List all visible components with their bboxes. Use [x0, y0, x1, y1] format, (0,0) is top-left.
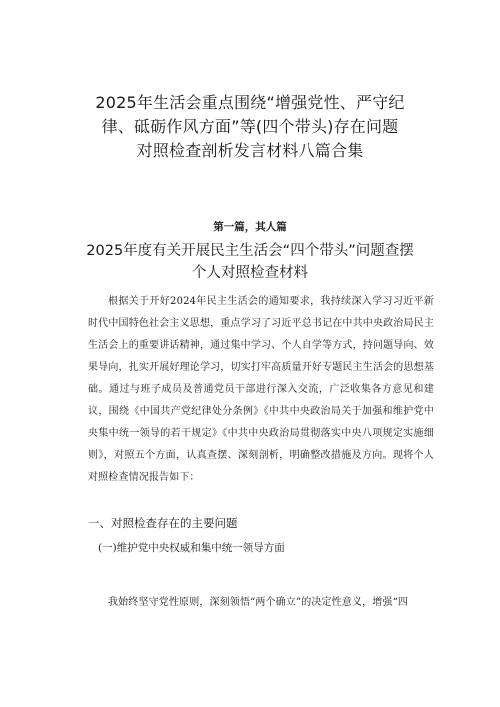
- intro-paragraph: 根据关于开好2024年民主生活会的通知要求，我持续深入学习习近平新时代中国特色社会主义思想，重点学习了习近平总书记在中共中央政治局民主生活会上的重要讲话精神，通过集中学习、个人自学等方式，持问题导向、效果导向，扎实开展好理论学习，切实打牢高质量开好专题民主生活会的思想基础。通过与班子成员及普通党员干部进行深入交流，广泛收集各方意见和建议，围绕《中国共产党纪律处分条例》《中共中央政治局关于加强和维护党中央集中统一领导的若干规定》《中共中央政治局贯彻落实中央八项规定实施细则》，对照五个方面，认真查摆、深刻剖析，明确整改措施及方向。现将个人对照检查情况报告如下：: [88, 296, 434, 483]
- main-title-line-2: 律、砥砺作风方面”等(四个带头)存在问题: [101, 117, 399, 136]
- section-heading-1: 一、对照检查存在的主要问题: [88, 516, 238, 530]
- sub-document-title: [50, 240, 450, 284]
- section-heading-2: (一)维护党中央权威和集中统一领导方面: [98, 542, 285, 554]
- body-paragraph-2: 我始终坚守党性原则，深刻领悟“两个确立”的决定性意义，增强“四: [108, 597, 408, 608]
- section-label: 第一篇，其人篇: [213, 221, 287, 233]
- sub-title-line-2: 个人对照检查材料: [192, 265, 308, 281]
- sub-title-line-1: 2025年度有关开展民主生活会“四个带头”问题查摆: [86, 243, 414, 259]
- main-title-line-3: 对照检查剖析发言材料八篇合集: [136, 141, 364, 160]
- document-main-title: [60, 91, 440, 163]
- main-title-line-1: 2025年生活会重点围绕“增强党性、严守纪: [95, 93, 405, 112]
